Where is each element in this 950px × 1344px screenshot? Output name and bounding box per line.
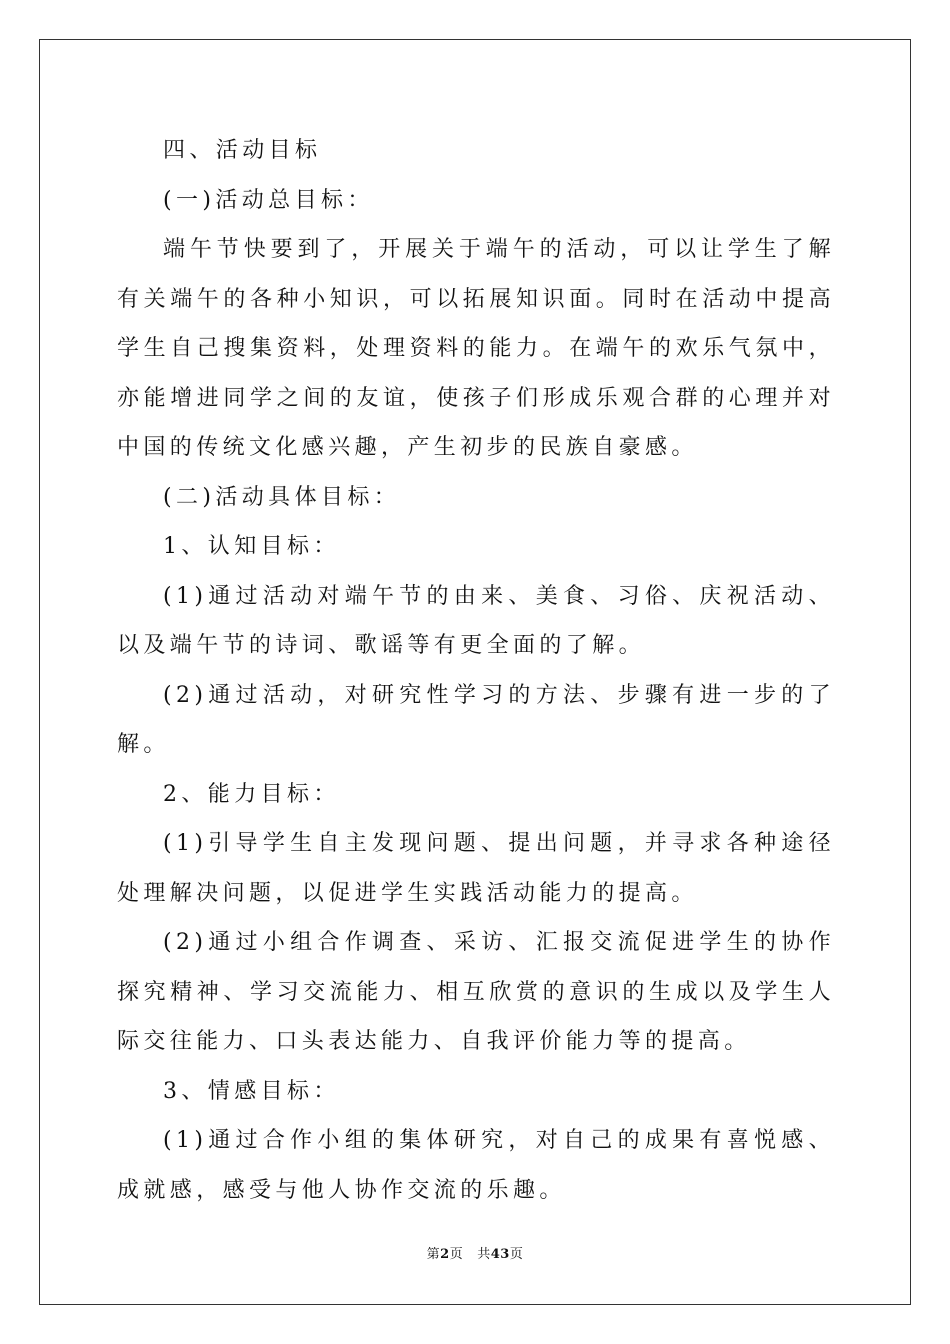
item-heading: 1、认知目标： (163, 534, 340, 559)
page-footer (0, 1243, 950, 1262)
section-heading: 四、活动目标 (163, 138, 322, 163)
page-number: 2 (440, 1247, 450, 1262)
body-paragraph: (2)通过小组合作调查、采访、汇报交流促进学生的协作探究精神、学习交流能力、相互欣赏的意识的生成以及学生人际交往能力、口头表达能力、自我评价能力等的提高。 (117, 930, 835, 1054)
body-paragraph: (1)通过活动对端午节的由来、美食、习俗、庆祝活动、以及端午节的诗词、歌谣等有更全面的了解。 (117, 583, 835, 658)
total-suffix: 页 (509, 1247, 524, 1262)
subsection-heading: (二)活动具体目标： (163, 484, 401, 510)
body-paragraph: (1)通过合作小组的集体研究，对自己的成果有喜悦感、成就感，感受与他人协作交流的乐趣。 (117, 1128, 835, 1203)
subsection-heading: (一)活动总目标： (163, 187, 374, 213)
item-heading: 3、情感目标： (163, 1078, 340, 1104)
document-body (117, 126, 835, 1215)
body-paragraph: (2)通过活动，对研究性学习的方法、步骤有进一步的了解。 (117, 682, 835, 757)
body-paragraph: (1)引导学生自主发现问题、提出问题，并寻求各种途径处理解决问题，以促进学生实践活动能力的提高。 (117, 831, 835, 906)
page-prefix: 第 (426, 1247, 441, 1262)
body-paragraph: 端午节快要到了，开展关于端午的活动，可以让学生了解有关端午的各种小知识，可以拓展知识面。同时在活动中提高学生自己搜集资料，处理资料的能力。在端午的欢乐气氛中，亦能增进同学之间的友谊，使孩子们形成乐观合群的心理并对中国的传统文化感兴趣，产生初步的民族自豪感。 (117, 237, 835, 460)
total-pages: 43 (490, 1247, 510, 1262)
item-heading: 2、能力目标： (163, 781, 340, 807)
page-suffix: 页 (449, 1247, 464, 1262)
total-prefix: 共 (477, 1247, 491, 1262)
